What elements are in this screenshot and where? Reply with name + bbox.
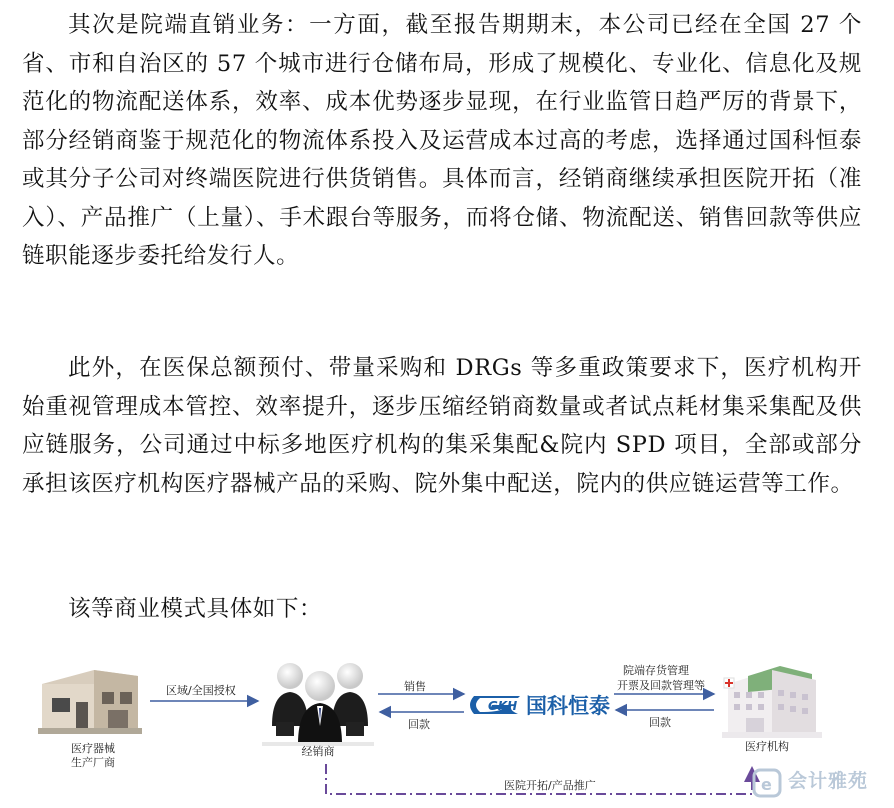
label-sales: 销售 [404,680,426,693]
hospital-label: 医疗机构 [745,740,789,753]
manufacturer-label-line1: 医疗器械 [71,742,115,755]
label-services-line1: 院端存货管理 [623,664,689,677]
company-logo-text: 国科恒泰 [526,694,610,718]
label-authorization: 区域/全国授权 [166,684,236,697]
label-payment-hospital: 回款 [649,716,671,729]
label-hospital-development: 医院开拓/产品推广 [504,779,596,792]
logo-mark: GKH [488,699,518,713]
paragraph-model-intro: 该等商业模式具体如下： [68,596,323,622]
paragraph-medical-policy: 此外，在医保总额预付、带量采购和 DRGs 等多重政策要求下，医疗机构开始重视管理成本管控、效率提升，逐步压缩经销商数量或者试点耗材集采集配及供应链服务，公司通过中标多地医疗机构的集采集配&院内 SPD 项目，全部或部分承担该医疗机构医疗器械产品的采购、院外集中配送，院内的供应链运营等工作。 [22,355,862,497]
watermark-text: 会计雅苑 [788,770,869,792]
paragraph-direct-sales: 其次是院端直销业务：一方面，截至报告期期末，本公司已经在全国 27 个省、市和自治区的 57 个城市进行仓储布局，形成了规模化、专业化、信息化及规范化的物流配送体系，效率、成本优势逐步显现，在行业监管日趋严厉的背景下，部分经销商鉴于规范化的物流体系投入及运营成本过高的考虑，选择通过国科恒泰或其分子公司对终端医院进行供货销售。具体而言，经销商继续承担医院开拓（准入）、产品推广（上量）、手术跟台等服务，而将仓储、物流配送、销售回款等供应链职能逐步委托给发行人。 [22,12,862,269]
label-payment-dealer: 回款 [408,718,430,731]
svg-text:e: e [761,775,772,794]
manufacturer-label-line2: 生产厂商 [71,756,115,769]
business-model-diagram [0,648,894,808]
dealer-label: 经销商 [301,745,335,758]
label-services-line2: 开票及回款管理等 [617,679,705,692]
